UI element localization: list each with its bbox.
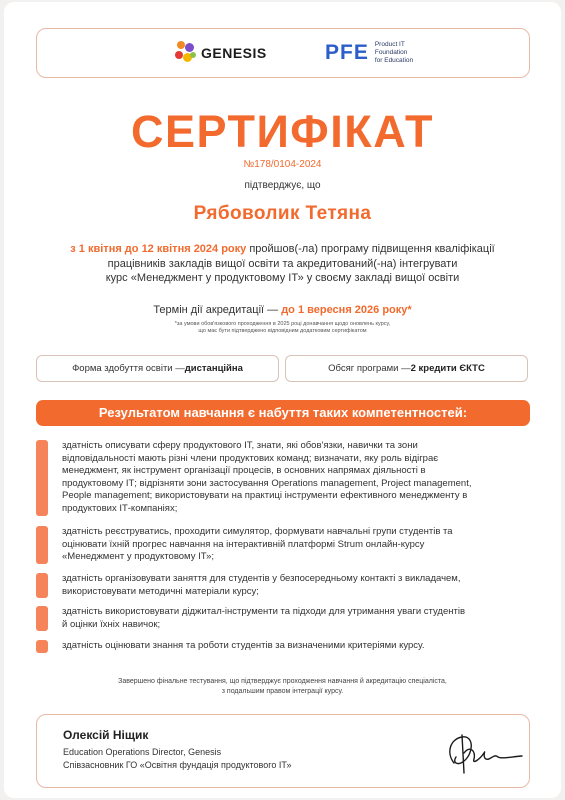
signer-card [36,714,530,788]
pfe-logo [325,41,413,65]
confirms-text: підтверджує, що [244,180,321,191]
signer-name: Олексій Ніщик [63,728,149,742]
competency-item: здатність оцінювати знання та роботи студентів за визначеними критеріями курсу. [36,640,530,653]
competency-item: здатність реєструватись, проходити симулятор, формувати навчальні групи студентів та оцінювати їхній прогрес навчання на інтерактивній платформі Strum онлайн-курсу «Менеджмент у продуктовому ІТ»; [36,526,530,564]
accreditation-date: до 1 вересня 2026 року* [281,304,412,316]
competency-bullet-bar [36,606,48,631]
accreditation-term: Термін дії акредитації — до 1 вересня 2026 року* [153,304,412,316]
header-card [36,28,530,78]
final-note: Завершено фінальне тестування, що підтверджує проходження навчання й акредитацію спеціаліста, з подальшим правом інтеграції курсу. [118,678,447,695]
signer-role-secondary: Співзасновник ГО «Освітня фундація продуктового ІТ» [63,760,292,770]
certificate-number: №178/0104-2024 [243,159,322,170]
accreditation-footnote: *за умови обов'язкового проходження в 2025 році донавчання щодо оновлень курсу, що має бути підтверджено відповідним додатковим сертифікатом [174,321,391,334]
pfe-logo-text: PFE [325,41,369,64]
signer-role: Education Operations Director, Genesis [63,747,222,757]
signature-icon [440,723,526,779]
competencies-heading: Результатом навчання є набуття таких компетентностей: [36,400,530,426]
genesis-mark-icon [175,41,197,65]
competency-bullet-bar [36,440,48,516]
program-period: з 1 квітня до 12 квітня 2024 року [70,243,247,255]
education-form-pill: Форма здобуття освіти — дистанційна [36,355,279,382]
competency-item: здатність описувати сферу продуктового ІТ, знати, які обов'язки, навички та зони відповідальності мають різні члени продуктових команд; визначати, яку роль відіграє менеджмент, як інструмент організації процесів, в основних напрямах діяльності в продуктовому ІТ; відрізняти зони застосування Operations management, Project management, People management; використовувати на практиці інструменти ефективного менеджменту в продуктових ІТ-компаніях; [36,440,530,516]
competency-bullet-bar [36,640,48,653]
program-description: з 1 квітня до 12 квітня 2024 року пройшов(-ла) програму підвищення кваліфікації працівників закладів вищої освіти та акредитований(-на) інтегрувати курс «Менеджмент у продуктовому ІТ» у своєму закладі вищої освіти [70,243,495,284]
pfe-logo-subtitle: Product IT Foundation for Education [374,41,414,64]
competency-item: здатність організовувати заняття для студентів у безпосередньому контакті з викладачем, використовувати методичні матеріали курсу; [36,573,530,598]
genesis-logo-text: GENESIS [201,45,267,61]
recipient-name: Рябоволик Тетяна [193,203,372,224]
competency-bullet-bar [36,573,48,598]
program-volume-pill: Обсяг програми — 2 кредити ЄКТС [285,355,528,382]
competency-item: здатність використовувати діджитал-інструменти та підходи для утримання уваги студентів й оцінки їхніх навичок; [36,606,530,631]
genesis-logo [175,41,267,65]
certificate-title: СЕРТИФІКАТ [131,106,434,157]
competency-bullet-bar [36,526,48,564]
